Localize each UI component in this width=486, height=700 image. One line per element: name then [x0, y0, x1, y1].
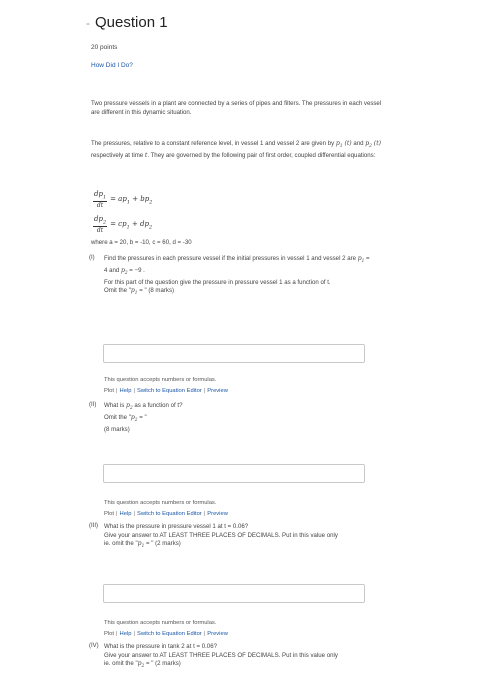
preview-link[interactable]: Preview: [207, 388, 228, 394]
part-3-number: (III): [89, 523, 98, 529]
accepts-note-1: This question accepts numbers or formulas.: [104, 377, 217, 383]
answer-links-1: Plot | Help | Switch to Equation Editor | Preview: [104, 388, 228, 394]
answer-links-3: Plot | Help | Switch to Equation Editor | Preview: [104, 631, 228, 637]
equation-2: $\frac{dp_2}{dt}$ = $cp_1 + dp_2$: [94, 215, 153, 235]
plot-link[interactable]: Plot: [104, 511, 114, 517]
part-4-line2: Give your answer to AT LEAST THREE PLACES OF DECIMALS. Put in this value only: [104, 651, 338, 659]
part-1-text: Find the pressures in each pressure vessel if the initial pressures in vessel 1 and vessel 2 are $p_1 = 4$ and $p_2 = -9$ . For this part of the question give the pressure in pressure vessel 1 as a function of t. Omit the "$p_1$ = " (8 marks): [104, 255, 370, 297]
preview-link[interactable]: Preview: [207, 511, 228, 517]
points-label: 20 points: [91, 44, 118, 51]
part-4-omit: ie. omit the ": [104, 660, 138, 668]
preview-link[interactable]: Preview: [207, 631, 228, 637]
part-1-line2: For this part of the question give the pressure in pressure vessel 1 as a function of t.: [104, 278, 331, 286]
part-3-omit-tail: = " (2 marks): [144, 540, 181, 548]
question-header: [86, 14, 168, 31]
part-1-omit: Omit the ": [104, 287, 131, 295]
part-2-omit-tail: = ": [137, 413, 147, 421]
plot-link[interactable]: Plot: [104, 631, 114, 637]
how-did-i-do-link[interactable]: How Did I Do?: [91, 62, 133, 69]
plot-link[interactable]: Plot: [104, 388, 114, 394]
part-2-omit: Omit the ": [104, 413, 131, 421]
part-3-line2: Give your answer to AT LEAST THREE PLACES OF DECIMALS. Put in this value only: [104, 531, 338, 539]
answer-input-2[interactable]: [103, 464, 365, 483]
help-link[interactable]: Help: [119, 631, 132, 637]
answer-links-2: Plot | Help | Switch to Equation Editor | Preview: [104, 511, 228, 517]
switch-equation-editor-link[interactable]: Switch to Equation Editor: [136, 631, 202, 637]
intro-and: and: [353, 140, 364, 147]
intro-text-3: . They are governed by the following pair of first order, coupled differential equations:: [147, 151, 376, 159]
equation-1: $\frac{dp_1}{dt}$ = $ap_1 + bp_2$: [94, 190, 153, 210]
part-3-line1: What is the pressure in pressure vessel 1 at t = 0.06?: [104, 523, 249, 530]
question-title: Question 1: [95, 14, 168, 31]
accepts-note-2: This question accepts numbers or formulas.: [104, 500, 217, 506]
part-2-marks: (8 marks): [104, 425, 130, 433]
answer-input-1[interactable]: [103, 344, 365, 363]
part-2-line1-tail: as a function of t?: [134, 402, 183, 409]
part-4-number: (IV): [89, 643, 99, 649]
intro-text: The pressures, relative to a constant reference level, in vessel 1 and vessel 2 are given by: [91, 140, 335, 147]
help-link[interactable]: Help: [119, 388, 132, 394]
intro-paragraph-1: Two pressure vessels in a plant are connected by a series of pipes and filters. The pressures in each vessel are different in this dynamic situation.: [91, 100, 382, 116]
collapse-dash-icon[interactable]: -: [86, 15, 90, 30]
answer-input-3[interactable]: [103, 584, 365, 603]
switch-equation-editor-link[interactable]: Switch to Equation Editor: [136, 388, 202, 394]
help-link[interactable]: Help: [119, 511, 132, 517]
accepts-note-3: This question accepts numbers or formulas.: [104, 620, 217, 626]
switch-equation-editor-link[interactable]: Switch to Equation Editor: [136, 511, 202, 517]
constants-line: where a = 20, b = -10, c = 60, d = -30: [91, 239, 192, 246]
part-3-text: What is the pressure in pressure vessel 1 at t = 0.06? Give your answer to AT LEAST THREE PLACES OF DECIMALS. Put in this value only ie. omit the "$p_1$ = " (2 marks): [104, 523, 338, 550]
part-4-text: What is the pressure in tank 2 at t = 0.06? Give your answer to AT LEAST THREE PLACES OF DECIMALS. Put in this value only ie. omit the "$p_2$ = " (2 marks): [104, 643, 338, 670]
part-1-init: = 4 and: [104, 255, 370, 274]
intro-paragraph-2: The pressures, relative to a constant reference level, in vessel 1 and vessel 2 are given by $p_1$ (t) and $p_2$ (t) respectively at time t. They are governed by the following pair of first order, coupled differential equations:: [91, 140, 382, 159]
part-3-omit: ie. omit the ": [104, 540, 138, 548]
intro-text-2: respectively at time: [91, 151, 144, 159]
part-4-omit-tail: = " (2 marks): [144, 660, 181, 668]
part-1-init2: = −9 .: [129, 266, 145, 274]
part-1-line1: Find the pressures in each pressure vessel if the initial pressures in vessel 1 and vessel 2 are: [104, 255, 357, 262]
part-1-number: (I): [89, 255, 95, 261]
part-1-omit-tail: = " (8 marks): [137, 287, 175, 295]
part-2-line1: What is: [104, 402, 125, 409]
part-2-text: What is $p_2$ as a function of t? Omit the "$p_2$ = " (8 marks): [104, 402, 183, 433]
part-4-line1: What is the pressure in tank 2 at t = 0.06?: [104, 643, 217, 650]
part-2-number: (II): [89, 402, 97, 408]
